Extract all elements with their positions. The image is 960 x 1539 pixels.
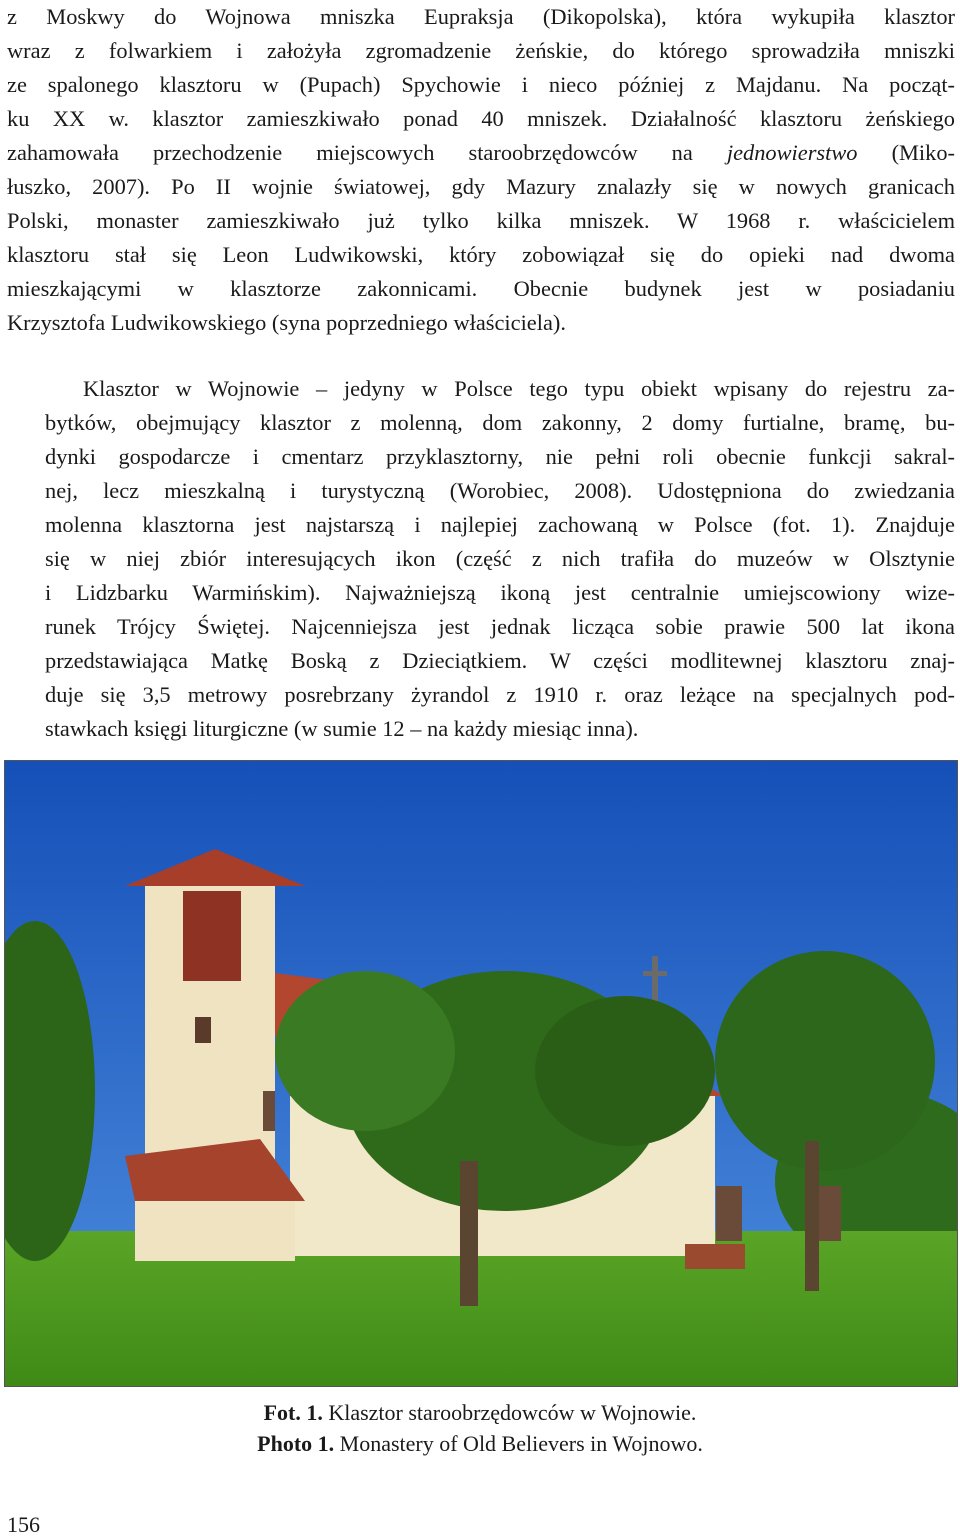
- window: [263, 1091, 275, 1131]
- tree-right: [715, 951, 935, 1171]
- text-line: duje się 3,5 metrowy posrebrzany żyrandol z 1910 r. oraz leżące na specjalnych pod-: [45, 682, 955, 707]
- text-line: klasztoru stał się Leon Ludwikowski, który zobowiązał się do opieki nad dwoma: [7, 242, 955, 267]
- window: [716, 1186, 742, 1241]
- text-line: Klasztor w Wojnowie – jedyny w Polsce tego typu obiekt wpisany do rejestru za-: [83, 376, 955, 401]
- text-line: Polski, monaster zamieszkiwało już tylko kilka mniszek. W 1968 r. właścicielem: [7, 208, 955, 233]
- text-line: runek Trójcy Świętej. Najcenniejsza jest jednak licząca sobie prawie 500 lat ikona: [45, 614, 955, 639]
- caption-english: [0, 1429, 960, 1459]
- caption-text: Klasztor staroobrzędowców w Wojnowie.: [322, 1400, 697, 1425]
- monastery-photo: [4, 760, 958, 1387]
- text-line: wraz z folwarkiem i założyła zgromadzenie żeńskie, do którego sprowadziła mniszki: [7, 38, 955, 63]
- text-line: z Moskwy do Wojnowa mniszka Eupraksja (Dikopolska), która wykupiła klasztor: [7, 4, 955, 29]
- text-line: mieszkającymi w klasztorze zakonnicami. Obecnie budynek jest w posiadaniu: [7, 276, 955, 301]
- text-line: Krzysztofa Ludwikowskiego (syna poprzedniego właściciela).: [7, 310, 566, 335]
- text-line: [7, 136, 955, 170]
- tree-trunk: [460, 1161, 478, 1306]
- text-line: stawkach księgi liturgiczne (w sumie 12 – na każdy miesiąc inna).: [45, 716, 639, 741]
- paragraph-2: [7, 372, 955, 746]
- text-line: molenna klasztorna jest najstarszą i najlepiej zachowaną w Polsce (fot. 1). Znajduje: [45, 512, 955, 537]
- dome-cross-bar: [643, 971, 667, 976]
- text-line: bytków, obejmujący klasztor z molenną, dom zakonny, 2 domy furtialne, bramę, bu-: [45, 410, 955, 435]
- text-line: przedstawiająca Matkę Boską z Dzieciątkiem. W części modlitewnej klasztoru znaj-: [45, 648, 955, 673]
- text-line: dynki gospodarcze i cmentarz przyklasztorny, nie pełni roli obecnie funkcji sakral-: [45, 444, 955, 469]
- text-line: łuszko, 2007). Po II wojnie światowej, gdy Mazury znalazły się w nowych granicach: [7, 174, 955, 199]
- annex-wall: [135, 1201, 295, 1261]
- text-line: ze spalonego klasztoru w (Pupach) Spychowie i nieco później z Majdanu. Na począt-: [7, 72, 955, 97]
- text-segment: zahamowała przechodzenie miejscowych staroobrzędowców na: [7, 140, 727, 165]
- italic-term: jednowierstwo: [726, 140, 858, 165]
- text-line: nej, lecz mieszkalną i turystyczną (Worobiec, 2008). Udostępniona do zwiedzania: [45, 478, 955, 503]
- tower-window: [183, 891, 241, 981]
- text-line: i Lidzbarku Warmińskim). Najważniejszą ikoną jest centralnie umiejscowiony wize-: [45, 580, 955, 605]
- caption-label: Photo 1.: [257, 1431, 335, 1456]
- tree-trunk: [805, 1141, 819, 1291]
- caption-text: Monastery of Old Believers in Wojnowo.: [334, 1431, 703, 1456]
- caption-label: Fot. 1.: [263, 1400, 323, 1425]
- text-segment: (Miko-: [857, 140, 955, 165]
- text-line: się w niej zbiór interesujących ikon (część z nich trafiła do muzeów w Olsztynie: [45, 546, 955, 571]
- tree-crown: [535, 996, 715, 1146]
- tower-small-window: [195, 1017, 211, 1043]
- paragraph-1: [7, 0, 955, 340]
- text-line: ku XX w. klasztor zamieszkiwało ponad 40 mniszek. Działalność klasztoru żeńskiego: [7, 106, 955, 131]
- caption-polish: [0, 1398, 960, 1428]
- tree-crown: [275, 971, 455, 1131]
- page-number: 156: [7, 1512, 40, 1537]
- small-shed: [685, 1244, 745, 1269]
